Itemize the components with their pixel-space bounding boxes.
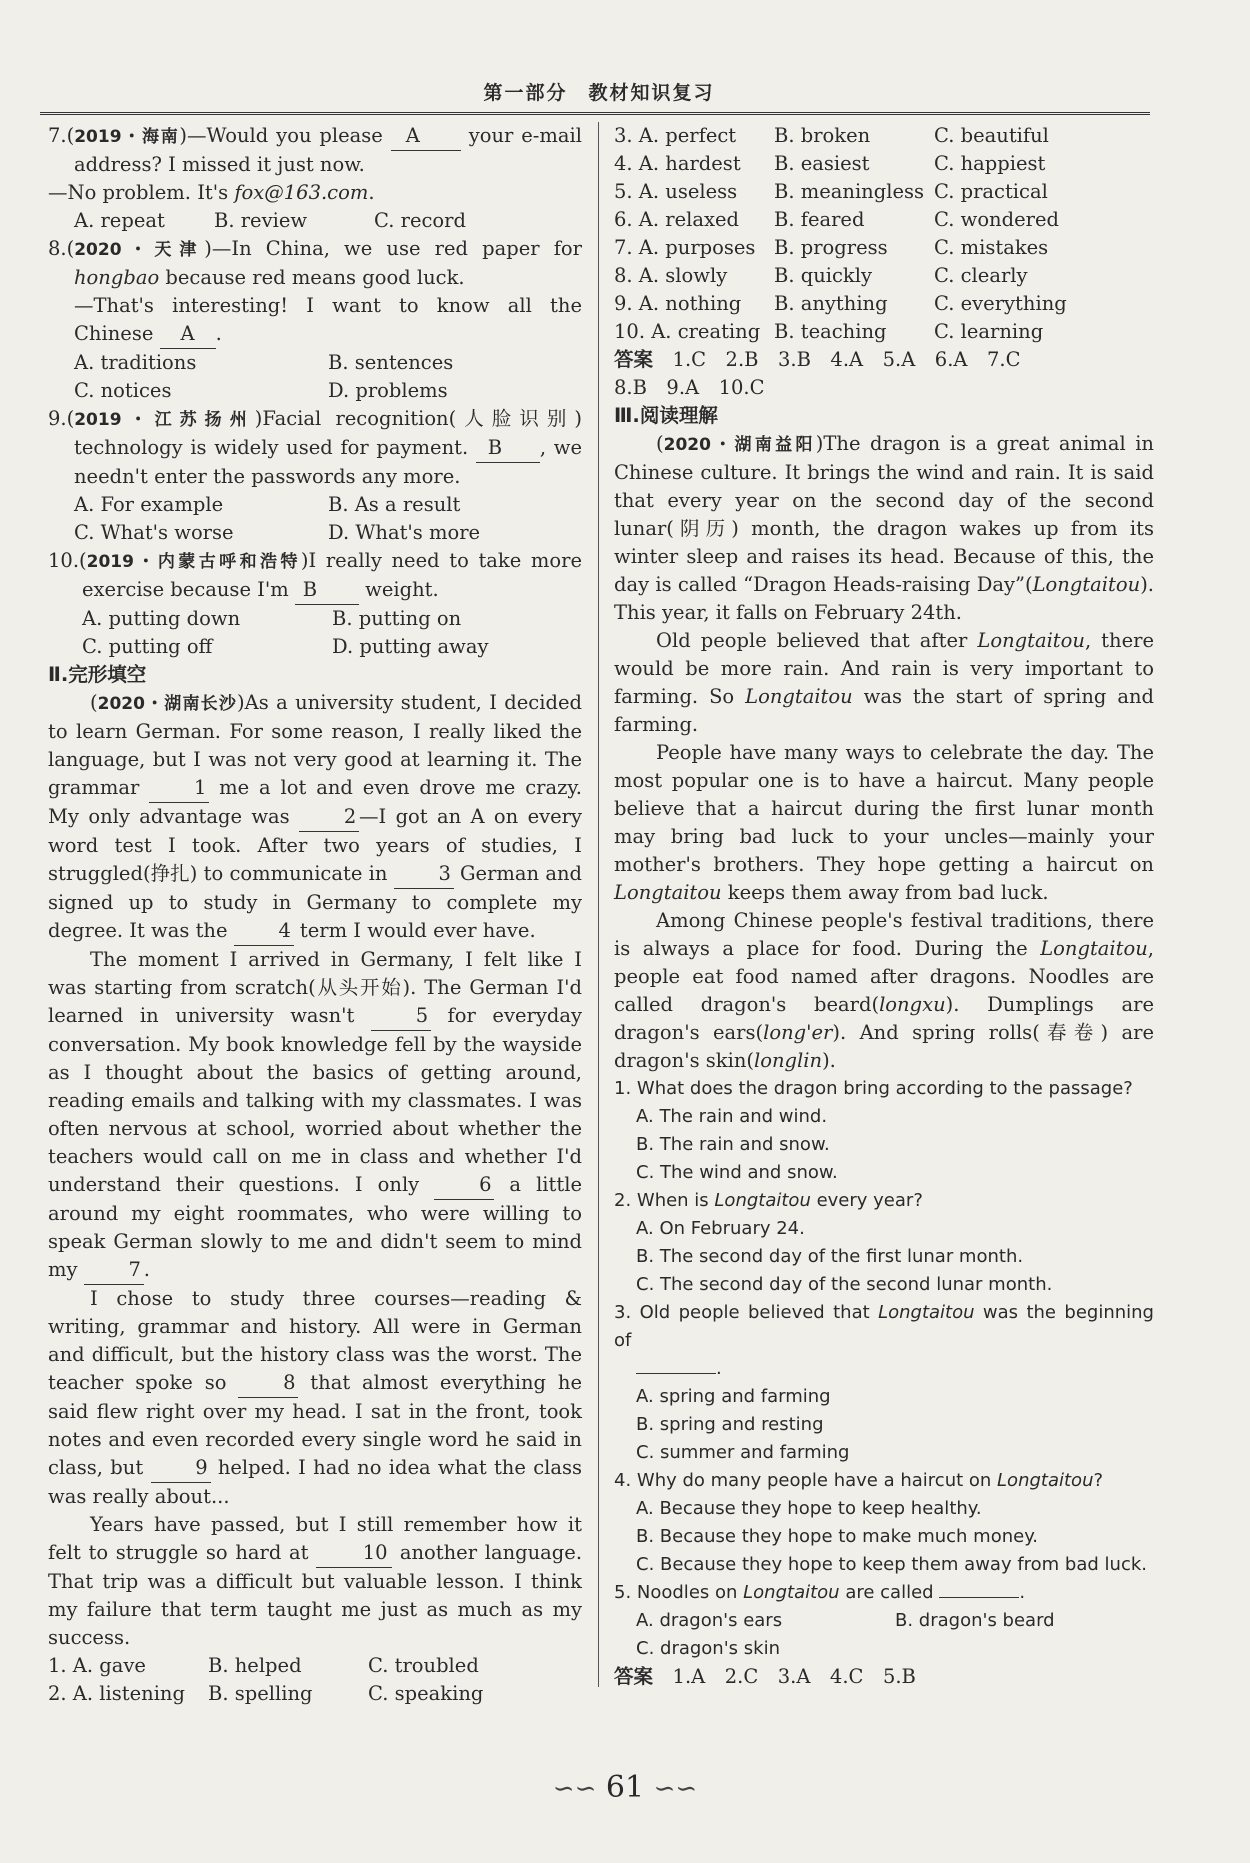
question-8: 8.(2020・天津)—In China, we use red paper for hongbao because red means good luck. —That's interesting! I want to know all the Chinese A . A. traditions B. sentences C. notices D. problems — [48, 235, 582, 405]
cloze-options-2: 2. A. listening B. spelling C. speaking — [48, 1682, 484, 1705]
answer-blank — [636, 1373, 716, 1374]
page-footer — [0, 1770, 1250, 1805]
source-tag: 2019・江苏扬州 — [74, 410, 255, 430]
answer-blank — [939, 1597, 1019, 1598]
page-header: 第一部分 教材知识复习 — [483, 82, 715, 104]
options: A. putting down B. putting on — [82, 607, 462, 630]
source-tag: 2019・海南 — [74, 127, 180, 147]
cloze-options-10: 10. A. creating B. teaching C. learning — [614, 320, 1044, 343]
reading-paragraph: People have many ways to celebrate the day. The most popular one is to have a haircut. Many people believe that a haircut during the first lunar month may bring bad luck to your uncles—mainly your mother's brothers. They hope getting a haircut on Longtaitou keeps them away from bad luck. — [614, 741, 1154, 904]
options: A. repeat B. review C. record — [74, 209, 466, 232]
answer-blank: B — [476, 434, 540, 463]
header-rule — [40, 112, 1150, 115]
source-tag: 2020・天津 — [74, 240, 205, 260]
question-7: 7.(2019・海南)—Would you please A your e-mail address? I missed it just now. —No problem. It's fox@163.com. A. repeat B. review C. record — [48, 122, 582, 235]
swirl-ornament-icon: ∽∽ — [552, 1774, 597, 1804]
cloze-paragraph: Years have passed, but I still remember how it felt to struggle so hard at 10 another language. That trip was a difficult but valuable lesson. I think my failure that term taught me just as much as my success. — [48, 1513, 583, 1649]
cloze-options-3: 3. A. perfect B. broken C. beautiful — [614, 124, 1049, 147]
cloze-options-8: 8. A. slowly B. quickly C. clearly — [614, 264, 1028, 287]
options: C. What's worse D. What's more — [74, 521, 481, 544]
cloze-answers-2: 8.B 9.A 10.C — [614, 376, 765, 399]
column-divider — [598, 122, 599, 1687]
options: A. dragon's ears B. dragon's beard — [636, 1610, 1055, 1631]
cloze-options-9: 9. A. nothing B. anything C. everything — [614, 292, 1067, 315]
answer-blank: A — [160, 320, 216, 349]
answer-blank: A — [391, 122, 461, 151]
cloze-paragraph: I chose to study three courses—reading & writing, grammar and history. All were in German and difficult, but the history class was the worst. The teacher spoke so 8 that almost everything he said flew right over my head. I sat in the front, took notes and even recorded every single word he said in class, but 9 helped. I had no idea what the class was really about... — [48, 1287, 582, 1508]
options: C. putting off D. putting away — [82, 635, 489, 658]
question-9: 9.(2019・江苏扬州)Facial recognition(人脸识别) technology is widely used for payment. B , we needn't enter the passwords any more. A. For example B. As a result C. What's worse D. What's more — [48, 405, 582, 547]
page-number: 61 — [605, 1770, 645, 1805]
question-10: 10.(2019・内蒙古呼和浩特)I really need to take more exercise because I'm B weight. A. putting down B. putting on C. putting off D. putting away — [48, 547, 582, 661]
cloze-options-4: 4. A. hardest B. easiest C. happiest — [614, 152, 1046, 175]
cloze-paragraph: The moment I arrived in Germany, I felt like I was starting from scratch(从头开始). The German I'd learned in university wasn't 5 for everyday conversation. My book knowledge fell by the wayside as I thought about the basics of getting around, reading emails and talking with my classmates. I was often nervous at school, worried about whether the teachers would call on me in class and whether I'd understand their questions. I only 6 a little around my eight roommates, who were willing to speak German slowly to me and didn't seem to mind my 7 . — [48, 946, 582, 1285]
cloze-options-5: 5. A. useless B. meaningless C. practical — [614, 180, 1048, 203]
section-title: Ⅱ.完形填空 — [48, 663, 147, 686]
reading-paragraph: Among Chinese people's festival traditions, there is always a place for food. During the Longtaitou, people eat food named after dragons. Noodles are called dragon's beard(longxu). Dumplings are dragon's ears(long'er). And spring rolls(春卷) are dragon's skin(longlin). — [614, 909, 1154, 1072]
reading-paragraph: Old people believed that after Longtaitou, there would be more rain. And rain is very important to farming. So Longtaitou was the start of spring and farming. — [614, 629, 1154, 736]
answer-blank: B — [295, 576, 359, 605]
right-column — [614, 122, 1154, 1691]
reading-paragraph: (2020・湖南益阳)The dragon is a great animal in Chinese culture. It brings the wind and rain. It is said that every year on the second day of the second lunar(阴历) month, the dragon wakes up from its winter sleep and raises its head. Because of this, the day is called “Dragon Heads-raising Day”(Longtaitou). This year, it falls on February 24th. — [614, 432, 1154, 624]
reading-questions: 1. What does the dragon bring according to the passage? A. The rain and wind. B. The rain and snow. C. The wind and snow. 2. When is Longtaitou every year? A. On February 24. B. The second day of the first lunar month. C. The second day of the second lunar month. 3. Old people believed that Longtaitou was the beginning of . A. spring and farming B. spring and resting C. summer and farming 4. Why do many people have a haircut on Longtaitou? A. Because they hope to keep healthy. B. Because they hope to make much money. C. Because they hope to keep them away from bad luck. 5. Noodles on Longtaitou are called . A. dragon's ears B. dragon's beard C. dragon's skin — [614, 1078, 1154, 1659]
options: C. notices D. problems — [74, 379, 448, 402]
options: A. traditions B. sentences — [74, 351, 454, 374]
cloze-options-6: 6. A. relaxed B. feared C. wondered — [614, 208, 1059, 231]
cloze-options-1: 1. A. gave B. helped C. troubled — [48, 1654, 479, 1677]
cloze-answers: 答案 1.C 2.B 3.B 4.A 5.A 6.A 7.C — [614, 348, 1021, 371]
options: A. For example B. As a result — [74, 493, 461, 516]
reading-answers: 答案 1.A 2.C 3.A 4.C 5.B — [614, 1665, 916, 1688]
section-cloze — [48, 661, 582, 1708]
swirl-ornament-icon: ∽∽ — [653, 1774, 698, 1804]
section-title: Ⅲ.阅读理解 — [614, 404, 718, 427]
source-tag: 2019・内蒙古呼和浩特 — [86, 552, 301, 572]
cloze-paragraph: (2020・湖南长沙)As a university student, I decided to learn German. For some reason, I really liked the language, but I was not very good at learning it. The grammar 1 me a lot and even drove me crazy. My only advantage was 2 —I got an A on every word test I took. After two years of studies, I struggled(挣扎) to communicate in 3 German and signed up to study in Germany to complete my degree. It was the 4 term I would ever have. — [48, 689, 582, 946]
left-column — [48, 122, 582, 1708]
cloze-options-7: 7. A. purposes B. progress C. mistakes — [614, 236, 1049, 259]
